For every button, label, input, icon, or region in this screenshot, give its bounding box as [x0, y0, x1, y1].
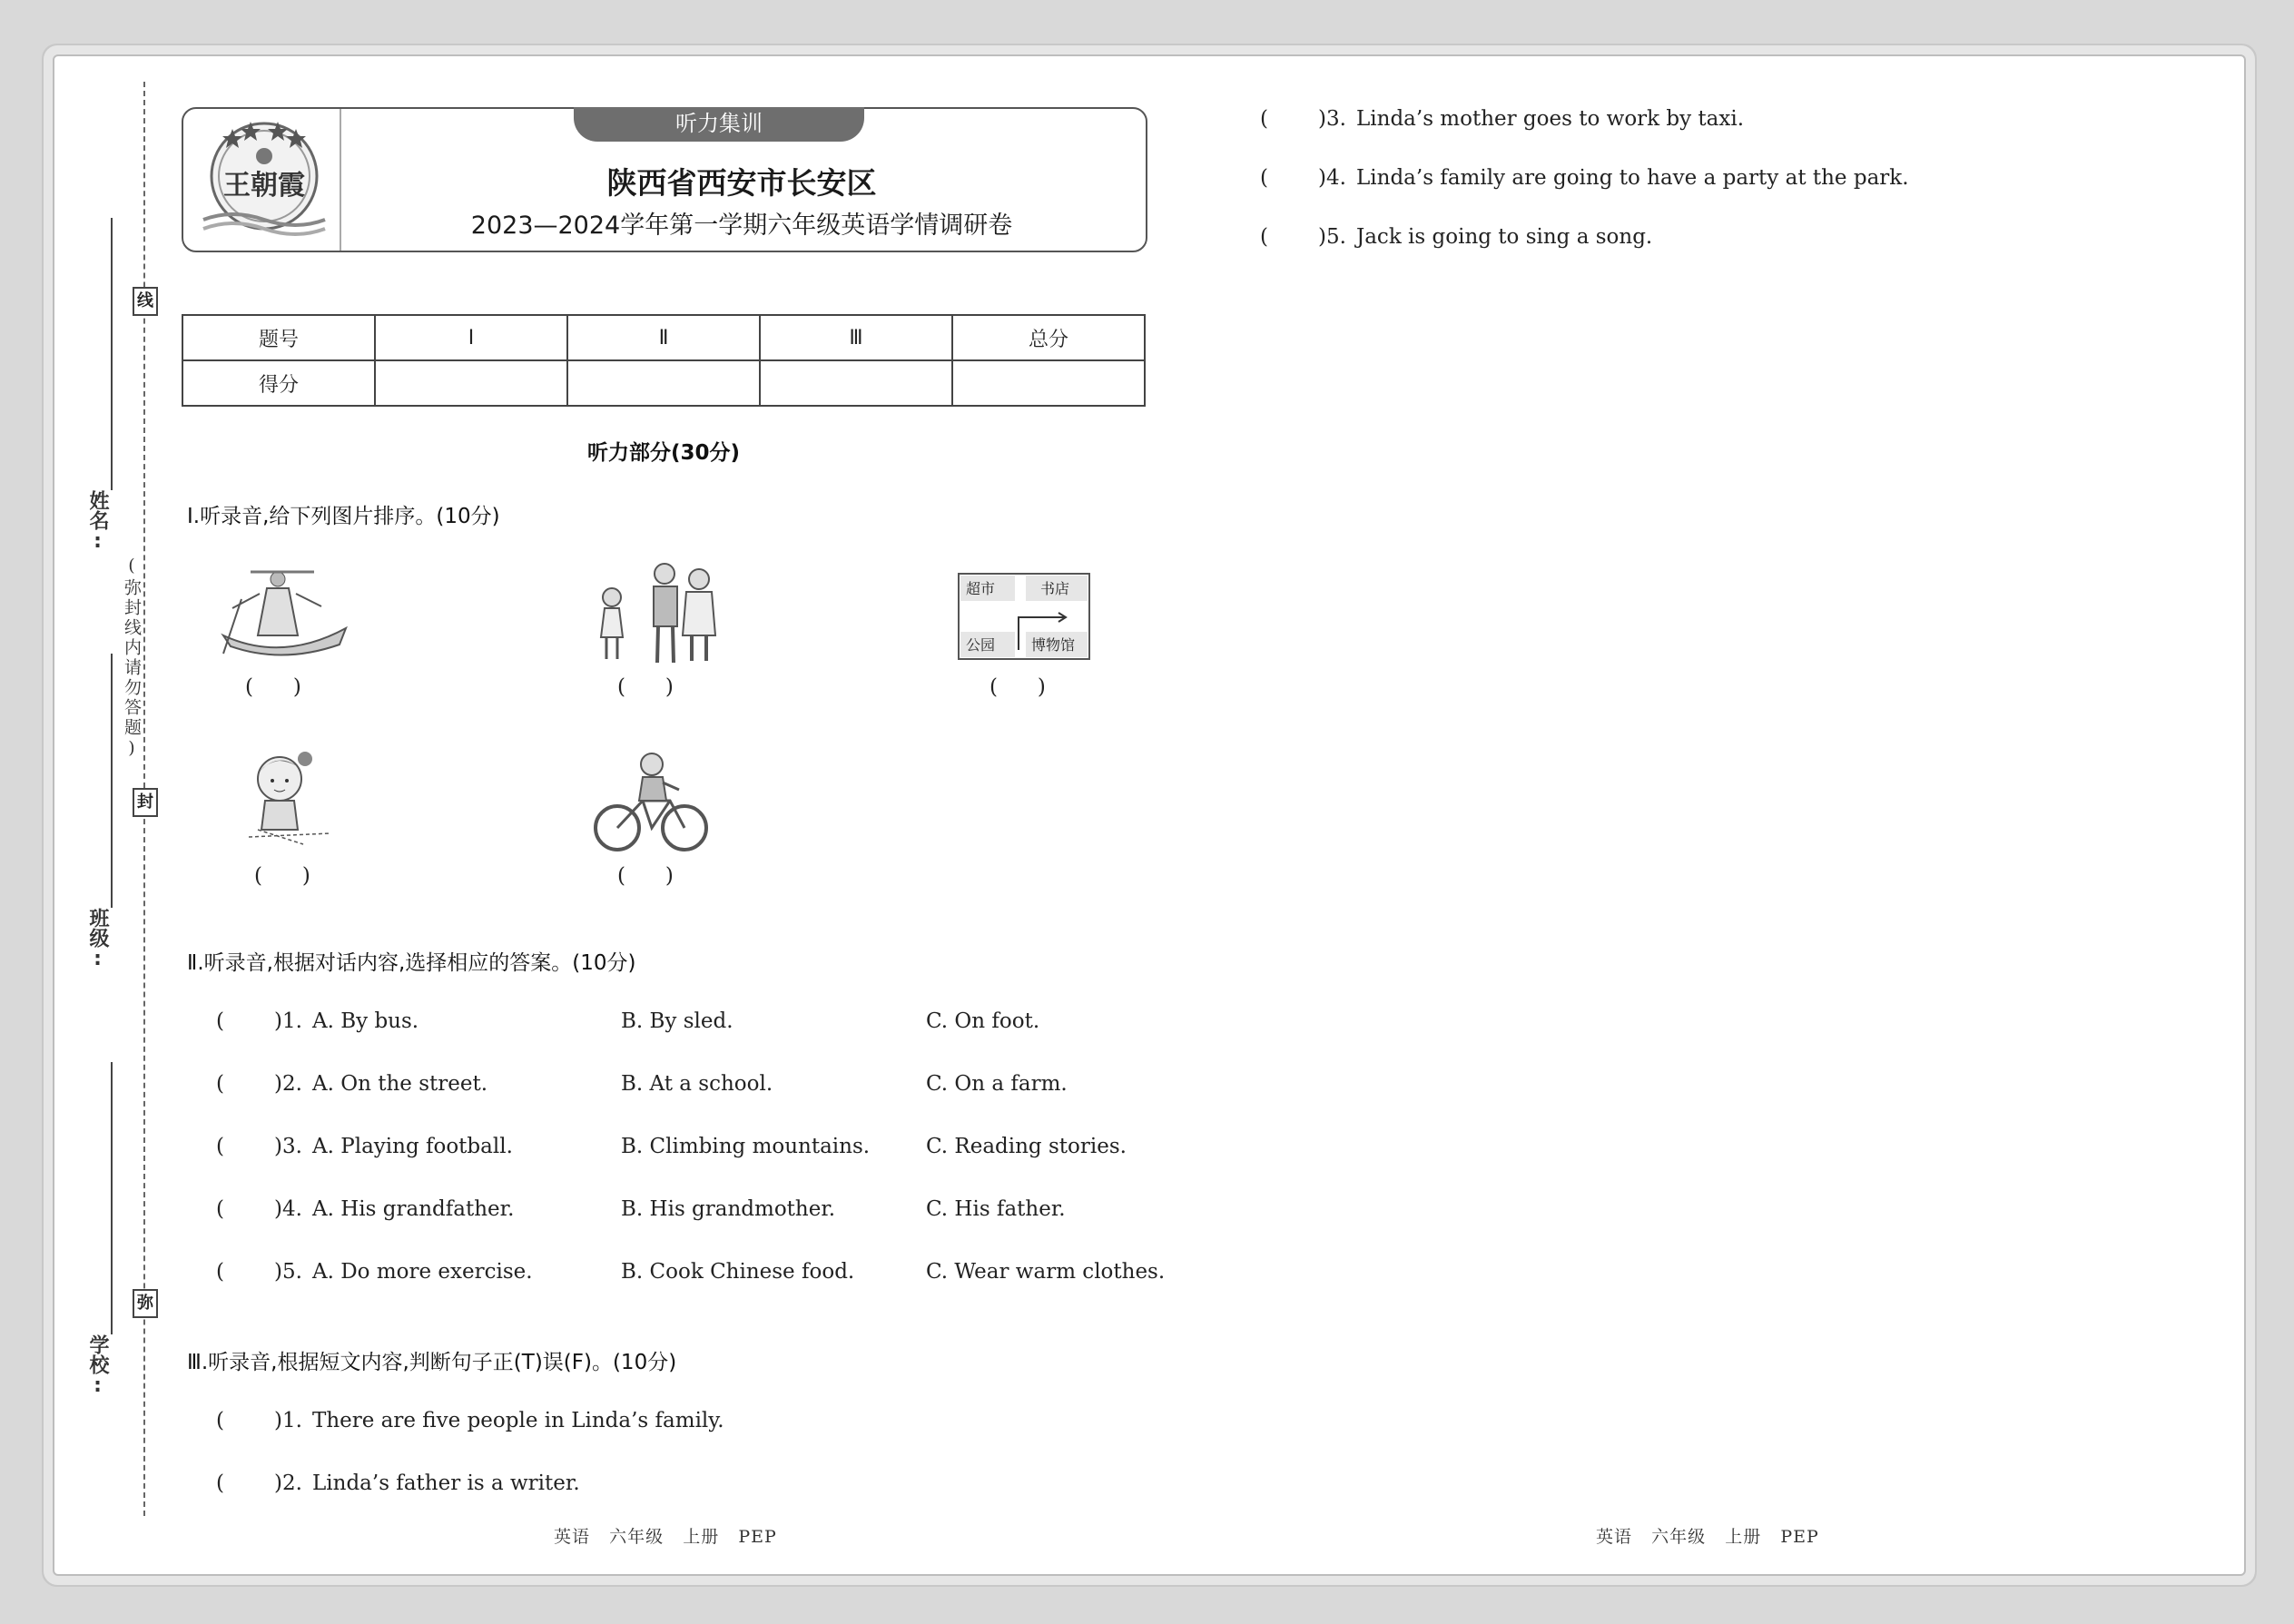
map-label: 博物馆 — [1031, 636, 1076, 654]
option-b: B. Cook Chinese food. — [621, 1260, 855, 1284]
score-cell[interactable] — [952, 360, 1145, 406]
item-text: Linda’s father is a writer. — [312, 1471, 580, 1495]
footer-right: 英语 六年级 上册 PEP — [1596, 1527, 1819, 1547]
class-label: 班级: — [86, 908, 109, 970]
answer-blank[interactable]: ( ) — [254, 864, 310, 888]
score-header-cell: Ⅰ — [375, 315, 567, 360]
item-number: )2. — [274, 1471, 302, 1495]
item-text: Linda’s mother goes to work by taxi. — [1356, 107, 1745, 131]
map-picture — [957, 572, 1091, 661]
school-label: 学校: — [86, 1334, 109, 1397]
name-underline — [111, 218, 113, 490]
option-c: C. Wear warm clothes. — [926, 1260, 1166, 1284]
answer-blank[interactable]: ( — [1260, 225, 1268, 249]
item-number: )5. — [1318, 225, 1346, 249]
section1-title: Ⅰ.听录音,给下列图片排序。(10分) — [187, 505, 500, 528]
name-label: 姓名: — [86, 490, 109, 553]
question-number: )2. — [274, 1072, 302, 1096]
option-a: A. His grandfather. — [312, 1197, 515, 1221]
bike-picture — [592, 748, 710, 857]
footer-left: 英语 六年级 上册 PEP — [554, 1527, 777, 1547]
score-table-header-row — [182, 315, 1145, 360]
option-c: C. On foot. — [926, 1009, 1040, 1033]
question-number: )3. — [274, 1135, 302, 1158]
svg-text:王朝霞: 王朝霞 — [223, 170, 305, 202]
answer-blank[interactable]: ( — [216, 1260, 224, 1284]
option-c: C. On a farm. — [926, 1072, 1068, 1096]
score-row-label: 得分 — [182, 360, 375, 406]
listening-title: 听力部分(30分) — [586, 441, 741, 465]
item-text: Jack is going to sing a song. — [1356, 225, 1653, 249]
map-label: 超市 — [966, 580, 996, 597]
answer-blank[interactable]: ( — [216, 1197, 224, 1221]
family-picture — [590, 559, 726, 668]
answer-blank[interactable]: ( ) — [989, 675, 1046, 699]
map-label: 公园 — [966, 636, 996, 654]
answer-blank[interactable]: ( — [216, 1135, 224, 1158]
binding-warning: (弥封线内请勿答题) — [122, 556, 142, 761]
score-table-row — [182, 360, 1145, 406]
answer-blank[interactable]: ( — [216, 1072, 224, 1096]
exam-subtitle: 2023—2024学年第一学期六年级英语学情调研卷 — [470, 212, 1013, 240]
brand-logo — [196, 118, 332, 241]
option-a: A. By bus. — [312, 1009, 419, 1033]
question-number: )4. — [274, 1197, 302, 1221]
option-b: B. At a school. — [621, 1072, 773, 1096]
option-a: A. Do more exercise. — [312, 1260, 533, 1284]
girl-drawing-picture — [240, 746, 340, 853]
answer-blank[interactable]: ( ) — [245, 675, 301, 699]
section3-title: Ⅲ.听录音,根据短文内容,判断句子正(T)误(F)。(10分) — [187, 1351, 677, 1374]
header-tab: 听力集训 — [574, 107, 864, 142]
score-cell[interactable] — [375, 360, 567, 406]
score-header-cell: 总分 — [952, 315, 1145, 360]
option-b: B. Climbing mountains. — [621, 1135, 871, 1158]
answer-blank[interactable]: ( ) — [617, 864, 674, 888]
item-text: Linda’s family are going to have a party at the park. — [1356, 166, 1909, 190]
answer-blank[interactable]: ( — [1260, 107, 1268, 131]
option-a: A. On the street. — [312, 1072, 488, 1096]
question-number: )1. — [274, 1009, 302, 1033]
seal-secret-mark: 弥 — [133, 1289, 158, 1318]
item-number: )1. — [274, 1409, 302, 1432]
option-c: C. His father. — [926, 1197, 1066, 1221]
answer-blank[interactable]: ( — [216, 1009, 224, 1033]
score-header-cell: Ⅲ — [760, 315, 952, 360]
option-c: C. Reading stories. — [926, 1135, 1127, 1158]
option-b: B. His grandmother. — [621, 1197, 836, 1221]
answer-blank[interactable]: ( — [1260, 166, 1268, 190]
question-number: )5. — [274, 1260, 302, 1284]
item-number: )4. — [1318, 166, 1346, 190]
class-underline — [111, 654, 113, 908]
score-header-cell: Ⅱ — [567, 315, 760, 360]
score-table — [182, 314, 1146, 407]
option-b: B. By sled. — [621, 1009, 733, 1033]
boat-picture — [214, 563, 350, 661]
seal-line-mark: 线 — [133, 287, 158, 316]
option-a: A. Playing football. — [312, 1135, 513, 1158]
score-cell[interactable] — [760, 360, 952, 406]
score-cell[interactable] — [567, 360, 760, 406]
school-underline — [111, 1062, 113, 1334]
score-header-cell: 题号 — [182, 315, 375, 360]
answer-blank[interactable]: ( — [216, 1409, 224, 1432]
item-text: There are five people in Linda’s family. — [312, 1409, 724, 1432]
section2-title: Ⅱ.听录音,根据对话内容,选择相应的答案。(10分) — [187, 951, 636, 975]
answer-blank[interactable]: ( — [216, 1471, 224, 1495]
item-number: )3. — [1318, 107, 1346, 131]
exam-header — [182, 107, 1147, 252]
seal-seal-mark: 封 — [133, 788, 158, 817]
map-label: 书店 — [1040, 580, 1070, 597]
answer-blank[interactable]: ( ) — [617, 675, 674, 699]
exam-title: 陕西省西安市长安区 — [606, 165, 877, 201]
